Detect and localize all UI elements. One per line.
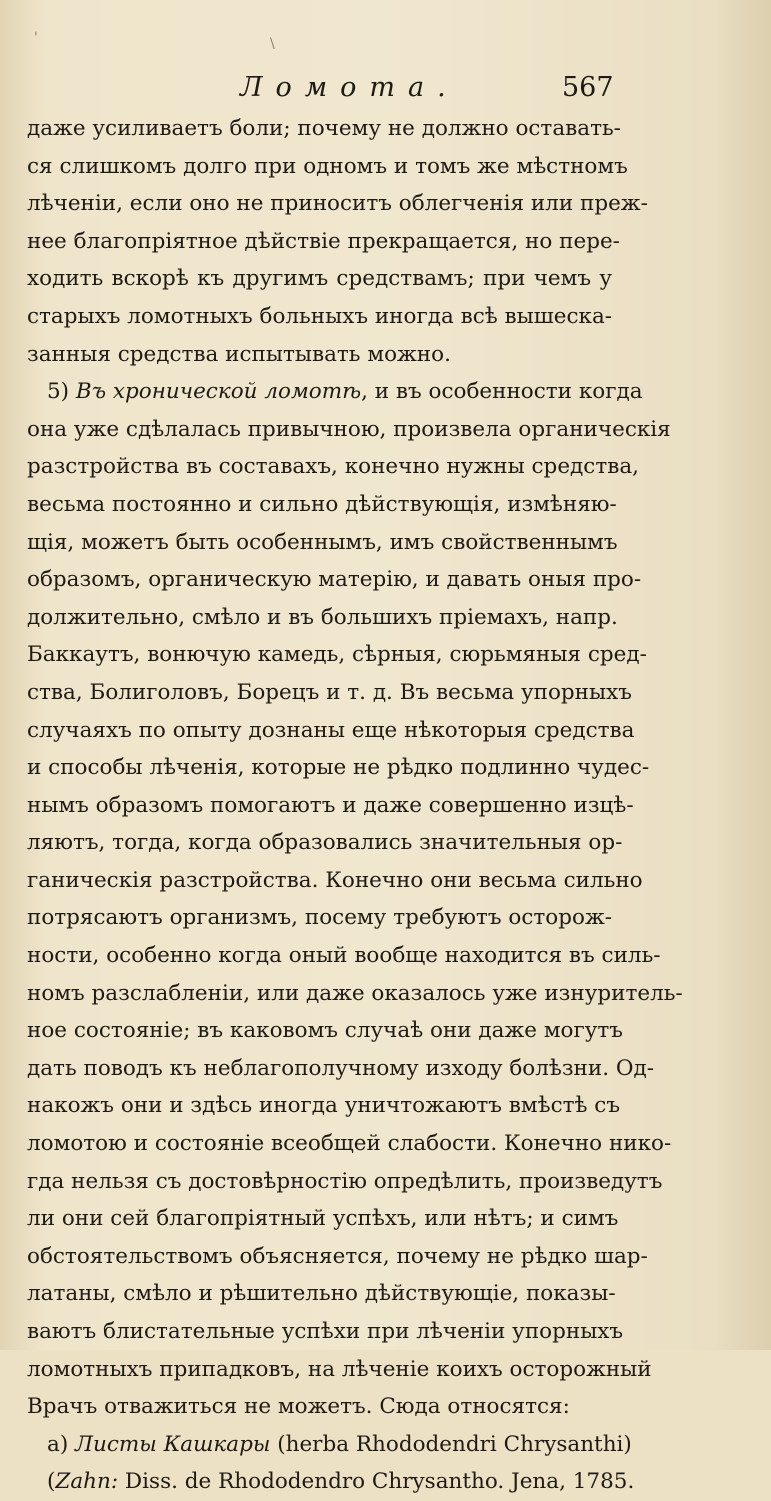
line-rest: (herba Rhododendri Chrysanthi)	[270, 1431, 632, 1457]
italic-phrase: Zahn:	[55, 1469, 119, 1495]
line-rest: , и въ особенности когда	[361, 379, 643, 405]
text-line: нее благопріятное дѣйствіе прекращается, но пере-	[27, 228, 620, 254]
line-rest: Diss. de Rhododendro Chrysantho. Jena, 1785.	[118, 1469, 635, 1495]
text-line: накожъ они и здѣсь иногда уничтожаютъ вмѣстѣ съ	[27, 1093, 621, 1119]
line-prefix: (	[47, 1469, 56, 1495]
text-line: ляютъ, тогда, когда образовались значительныя ор-	[27, 830, 623, 856]
text-line: разстройства въ составахъ, конечно нужны средства,	[27, 454, 639, 480]
text-line: даже усиливаетъ боли; почему не должно оставать-	[27, 116, 621, 141]
text-line: ся слишкомъ долго при одномъ и томъ же мѣстномъ	[27, 153, 628, 179]
page-number: 567	[562, 72, 614, 103]
text-line: потрясаютъ организмъ, посему требуютъ осторож-	[27, 905, 612, 931]
text-line: ваютъ блистательные успѣхи при лѣченіи упорныхъ	[27, 1319, 624, 1344]
text-line: Баккаутъ, вонючую камедь, сѣрныя, сюрьмяныя сред-	[27, 642, 647, 668]
line-prefix: 5)	[47, 379, 76, 405]
line-prefix: a)	[47, 1431, 76, 1457]
text-line: и способы лѣченія, которые не рѣдко подлинно чудес-	[27, 755, 650, 781]
text-line: весьма постоянно и сильно дѣйствующія, измѣняю-	[27, 491, 617, 517]
text-line: случаяхъ по опыту дознаны еще нѣкоторыя средства	[27, 717, 635, 743]
italic-phrase: Листы Кашкары	[75, 1431, 271, 1457]
stray-mark-left: '	[34, 30, 38, 46]
text-line	[27, 1463, 635, 1501]
text-line: ли они сей благопріятный успѣхъ, или нѣтъ; и симъ	[27, 1206, 619, 1232]
text-line: нымъ образомъ помогаютъ и даже совершенно изцѣ-	[27, 792, 634, 818]
text-line: старыхъ ломотныхъ больныхъ иногда всѣ вышеска-	[27, 303, 613, 329]
text-line: ломотныхъ припадковъ, на лѣченіе коихъ осторожный	[27, 1356, 652, 1382]
text-line: ходить вскорѣ къ другимъ средствамъ; при чемъ у	[27, 266, 612, 292]
text-line: ломотою и состояніе всеобщей слабости. Конечно нико-	[27, 1131, 672, 1157]
body-text	[27, 110, 683, 1501]
italic-phrase: Въ хронической ломотѣ	[75, 379, 362, 405]
text-line	[27, 1426, 632, 1464]
text-line: лѣченіи, если оно не приноситъ облегченія или преж-	[27, 191, 648, 217]
stray-mark-right: \	[270, 36, 275, 52]
text-line	[27, 373, 643, 411]
text-line: латаны, смѣло и рѣшительно дѣйствующіе, показы-	[27, 1281, 616, 1307]
text-line: образомъ, органическую матерію, и давать оныя про-	[27, 567, 642, 593]
text-line: Врачъ отважиться не можетъ. Сюда относятся:	[27, 1394, 570, 1420]
text-line: номъ разслабленіи, или даже оказалось уже изнуритель-	[27, 980, 683, 1006]
text-line: ганическія разстройства. Конечно они весьма сильно	[27, 867, 643, 893]
text-line: занныя средства испытывать можно.	[27, 341, 451, 367]
text-line: дать поводъ къ неблагополучному изходу болѣзни. Од-	[27, 1055, 655, 1081]
text-line: она уже сдѣлалась привычною, произвела органическія	[27, 416, 671, 442]
text-line: гда нельзя съ достовѣрностію опредѣлить, произведутъ	[27, 1168, 663, 1194]
text-line: обстоятельствомъ объясняется, почему не рѣдко шар-	[27, 1243, 648, 1269]
text-line: щія, можетъ быть особеннымъ, имъ свойственнымъ	[27, 529, 618, 555]
text-line: ное состояніе; въ каковомъ случаѣ они даже могутъ	[27, 1018, 623, 1044]
page-header	[0, 66, 771, 106]
text-line: ности, особенно когда оный вообще находится въ силь-	[27, 943, 661, 969]
text-line: должительно, смѣло и въ большихъ пріемахъ, напр.	[27, 604, 618, 630]
running-title: Ломота.	[240, 72, 459, 103]
text-line: ства, Болиголовъ, Борецъ и т. д. Въ весьма упорныхъ	[27, 679, 632, 705]
